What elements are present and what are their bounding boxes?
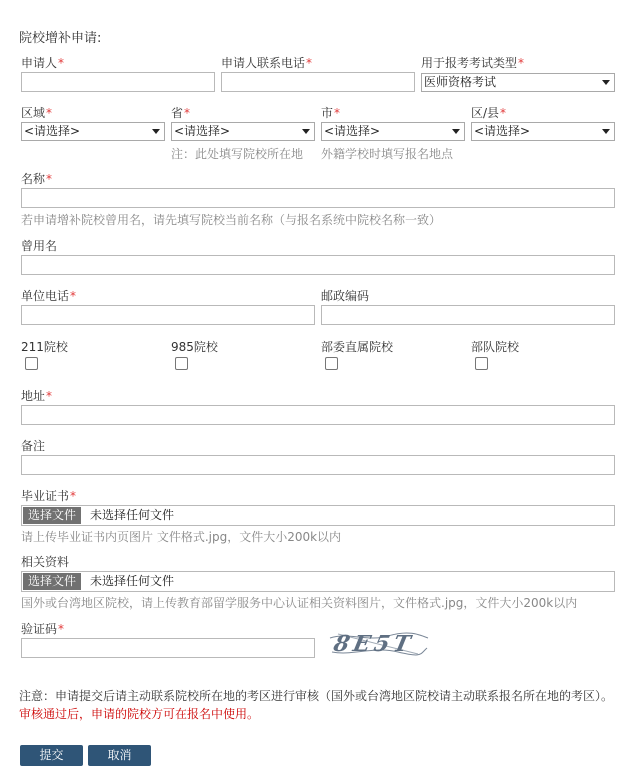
required-mark: *: [184, 106, 191, 120]
chevron-down-icon: [302, 129, 310, 134]
exam-type-select[interactable]: [421, 73, 615, 92]
chevron-down-icon: [452, 129, 460, 134]
approval-notice: 审核通过后，申请的院校方可在报名中使用。: [19, 707, 260, 721]
district-select[interactable]: [471, 122, 615, 141]
remarks-label: 备注: [21, 439, 46, 453]
applicant-phone-label: 申请人联系电话*: [221, 56, 313, 70]
province-value: <请选择>: [174, 124, 231, 138]
materials-label: 相关资料: [21, 555, 70, 569]
military-school-checkbox[interactable]: [475, 357, 488, 370]
required-mark: *: [70, 489, 77, 503]
required-mark: *: [70, 289, 77, 303]
required-mark: *: [46, 106, 53, 120]
city-select[interactable]: [321, 122, 465, 141]
school-985-checkbox[interactable]: [175, 357, 188, 370]
cancel-button[interactable]: 取消: [88, 745, 151, 766]
captcha-label: 验证码*: [21, 622, 65, 636]
captcha-text: 8E5T: [331, 631, 417, 657]
address-input[interactable]: [21, 405, 615, 425]
chevron-down-icon: [152, 129, 160, 134]
district-value: <请选择>: [474, 124, 531, 138]
materials-file-status: 未选择任何文件: [90, 574, 175, 588]
diploma-label: 毕业证书*: [21, 489, 77, 503]
name-label: 名称*: [21, 172, 53, 186]
required-mark: *: [306, 56, 313, 70]
name-input[interactable]: [21, 188, 615, 208]
postal-code-input[interactable]: [321, 305, 615, 325]
province-label: 省*: [171, 106, 191, 120]
materials-choose-file-button[interactable]: 选择文件: [23, 573, 81, 590]
remarks-input[interactable]: [21, 455, 615, 475]
region-label: 区域*: [21, 106, 53, 120]
school-211-checkbox[interactable]: [25, 357, 38, 370]
required-mark: *: [58, 622, 65, 636]
exam-type-label: 用于报考考试类型*: [421, 56, 525, 70]
submission-notice: 注意：申请提交后请主动联系院校所在地的考区进行审核（国外或台湾地区院校请主动联系报名所在地的考区）。: [19, 689, 614, 703]
former-name-input[interactable]: [21, 255, 615, 275]
chevron-down-icon: [602, 80, 610, 85]
diploma-hint: 请上传毕业证书内页图片 文件格式.jpg，文件大小200k以内: [21, 530, 342, 544]
city-hint: 外籍学校时填写报名地点: [321, 147, 454, 161]
materials-hint: 国外或台湾地区院校，请上传教育部留学服务中心认证相关资料图片，文件格式.jpg，文件大小200k以内: [21, 596, 578, 610]
applicant-input[interactable]: [21, 72, 215, 92]
captcha-input[interactable]: [21, 638, 315, 658]
materials-file-input[interactable]: [21, 571, 615, 592]
required-mark: *: [500, 106, 507, 120]
school-985-label: 985院校: [171, 340, 218, 354]
chevron-down-icon: [602, 129, 610, 134]
submit-button[interactable]: 提交: [20, 745, 83, 766]
region-value: <请选择>: [24, 124, 81, 138]
required-mark: *: [46, 389, 53, 403]
city-value: <请选择>: [324, 124, 381, 138]
exam-type-value: 医师资格考试: [424, 75, 497, 89]
province-select[interactable]: [171, 122, 315, 141]
former-name-label: 曾用名: [21, 239, 58, 253]
applicant-label: 申请人*: [21, 56, 65, 70]
school-211-label: 211院校: [21, 340, 68, 354]
unit-phone-label: 单位电话*: [21, 289, 77, 303]
region-select[interactable]: [21, 122, 165, 141]
required-mark: *: [46, 172, 53, 186]
ministry-school-label: 部委直属院校: [321, 340, 394, 354]
required-mark: *: [58, 56, 65, 70]
applicant-phone-input[interactable]: [221, 72, 415, 92]
ministry-school-checkbox[interactable]: [325, 357, 338, 370]
postal-code-label: 邮政编码: [321, 289, 370, 303]
captcha-image[interactable]: [328, 626, 430, 660]
required-mark: *: [334, 106, 341, 120]
unit-phone-input[interactable]: [21, 305, 315, 325]
province-hint: 注：此处填写院校所在地: [171, 147, 304, 161]
required-mark: *: [518, 56, 525, 70]
name-hint: 若申请增补院校曾用名，请先填写院校当前名称（与报名系统中院校名称一致）: [21, 213, 442, 227]
diploma-file-input[interactable]: [21, 505, 615, 526]
diploma-choose-file-button[interactable]: 选择文件: [23, 507, 81, 524]
address-label: 地址*: [21, 389, 53, 403]
military-school-label: 部队院校: [471, 340, 520, 354]
district-label: 区/县*: [471, 106, 507, 120]
city-label: 市*: [321, 106, 341, 120]
page-title: 院校增补申请:: [19, 31, 102, 46]
diploma-file-status: 未选择任何文件: [90, 508, 175, 522]
